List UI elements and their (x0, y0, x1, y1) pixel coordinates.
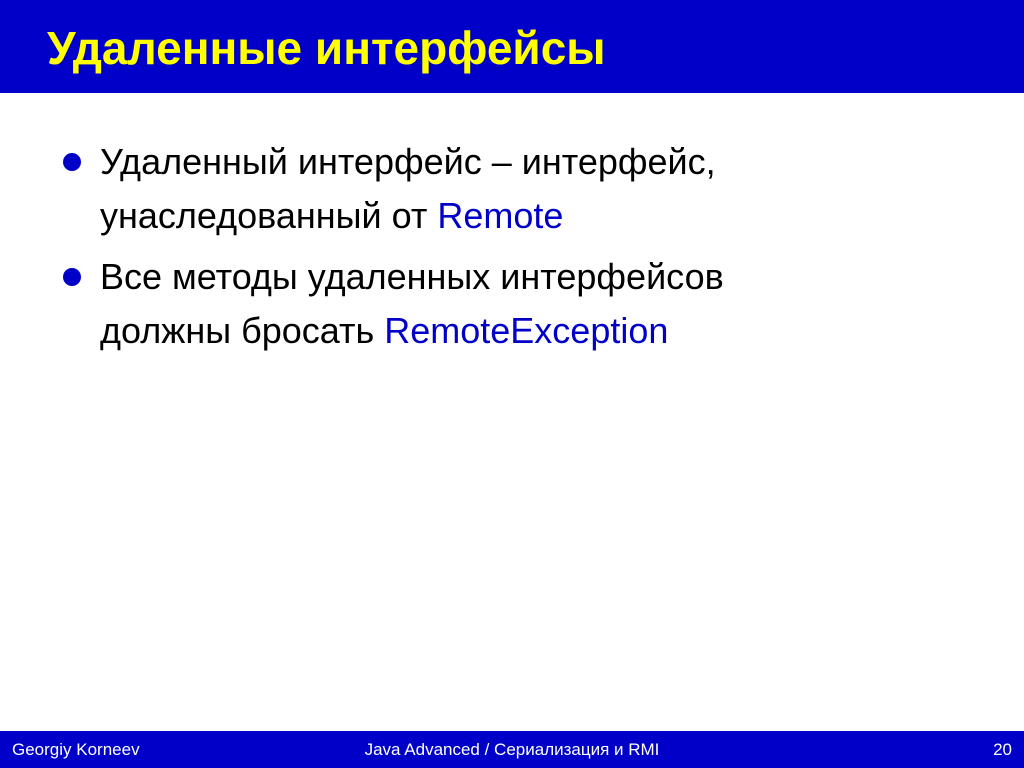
code-highlight: Remote (437, 195, 564, 236)
footer-bar (0, 731, 1024, 768)
page-number: 20 (993, 740, 1012, 759)
bullet-line (100, 304, 980, 358)
bullet-line-text: унаследованный от (100, 195, 438, 236)
bullet-line-text: должны бросать (100, 310, 385, 351)
bullet-line (100, 189, 980, 243)
bullet-text (100, 250, 980, 358)
bullet-dot-icon (63, 268, 81, 286)
code-highlight: RemoteException (384, 310, 669, 351)
footer-course: Java Advanced / Сериализация и RMI (364, 740, 660, 759)
title-bar (0, 0, 1024, 93)
bullet-text (100, 135, 980, 243)
bullet-line: Удаленный интерфейс – интерфейс, (100, 141, 716, 182)
bullet-line: Все методы удаленных интерфейсов (100, 256, 724, 297)
footer-author: Georgiy Korneev (12, 740, 140, 759)
bullet-dot-icon (63, 153, 81, 171)
slide-title: Удаленные интерфейсы (47, 22, 606, 74)
